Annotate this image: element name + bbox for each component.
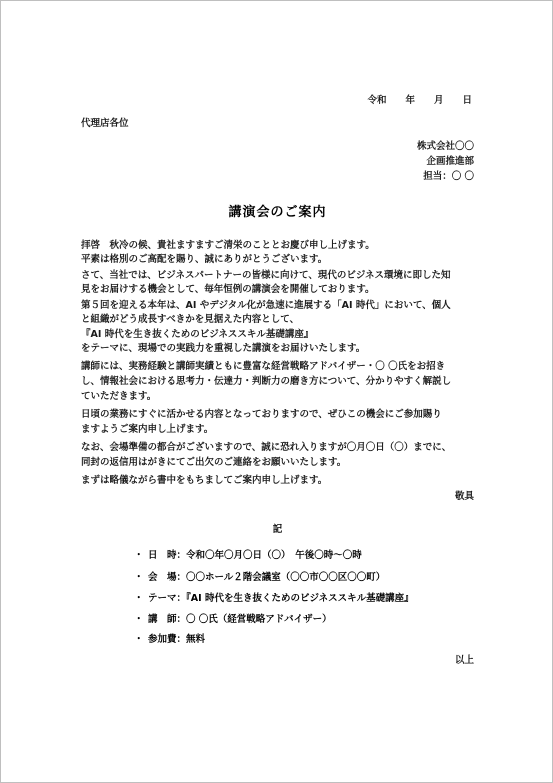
bullet-icon: ・	[134, 572, 144, 583]
body-p7-line1: まずは略儀ながら書中をもちましてご案内申し上げます。	[81, 475, 328, 486]
body-p4-line2: し、情報社会における思考力・伝達力・判断力の磨き方について、分かりやすく解説し	[81, 376, 452, 387]
detail-fee	[134, 633, 205, 647]
body-p5-line2: ますようご案内申し上げます。	[81, 424, 214, 435]
body-p3-line4: をテーマに、現場での実践力を重視した講演をお届けいたします。	[81, 343, 366, 354]
bullet-icon: ・	[134, 550, 144, 561]
body-p4-line1: 講師には、実務経験と講師実績ともに豊富な経営戦略アドバイザー・〇 〇氏をお招き	[81, 361, 446, 372]
body-p1-line1: 拝啓 秋冷の候、貴社ますますご清栄のこととお慶び申し上げます。	[81, 240, 375, 251]
date-line: 令和 年 月 日	[367, 95, 472, 106]
detail-theme	[134, 592, 414, 606]
body-p3-line1: 第５回を迎える本年は、AI やデジタル化が急速に進展する「AI 時代」において、個人	[81, 300, 451, 311]
body-p1-line2: 平素は格別のご高配を賜り、誠にありがとうございます。	[81, 254, 328, 265]
body-p5-line1: 日頃の業務にすぐに活かせる内容となっておりますので、ぜひこの機会にご参加賜り	[81, 409, 442, 420]
sender-department: 企画推進部	[426, 156, 474, 167]
detail-text: 講 師：〇 〇氏（経営戦略アドバイザー）	[148, 614, 332, 625]
bullet-icon: ・	[134, 593, 144, 604]
body-p6-line1: なお、会場準備の都合がございますので、誠に恐れ入りますが〇月〇日（〇）までに、	[81, 442, 452, 453]
recipient: 代理店各位	[81, 118, 129, 129]
body-p6-line2: 同封の返信用はがきにてご出欠のご連絡をお願いいたします。	[81, 457, 347, 468]
document-title: 講演会のご案内	[228, 205, 327, 220]
ki-heading: 記	[272, 524, 283, 535]
body-p2-line2: 見をお届けする機会として、毎年恒例の講演会を開催しております。	[81, 284, 375, 295]
detail-text: 日 時：令和〇年〇月〇日（〇） 午後〇時～〇時	[148, 550, 362, 561]
body-p4-line3: ていただきます。	[81, 391, 157, 402]
detail-lecturer	[134, 613, 332, 627]
sender-company: 株式会社〇〇	[416, 141, 474, 152]
sender-person: 担当：〇 〇	[423, 171, 474, 182]
detail-datetime	[134, 549, 362, 563]
closing-keigu: 敬具	[454, 491, 474, 502]
detail-text: 参加費：無料	[148, 634, 206, 645]
body-p2-line1: さて、当社では、ビジネスパートナーの皆様に向けて、現代のビジネス環境に即した知	[81, 270, 451, 281]
closing-ijo: 以上	[454, 655, 474, 666]
body-p3-line2: と組織がどう成長すべきかを見据えた内容として、	[81, 314, 300, 325]
bullet-icon: ・	[134, 634, 144, 645]
detail-venue	[134, 571, 385, 585]
detail-text: テーマ：『AI 時代を生き抜くためのビジネススキル基礎講座』	[148, 593, 414, 604]
detail-text: 会 場：〇〇ホール２階会議室（〇〇市〇〇区〇〇町）	[148, 572, 386, 583]
body-p3-line3: 『AI 時代を生き抜くためのビジネススキル基礎講座』	[81, 329, 314, 340]
bullet-icon: ・	[134, 614, 144, 625]
